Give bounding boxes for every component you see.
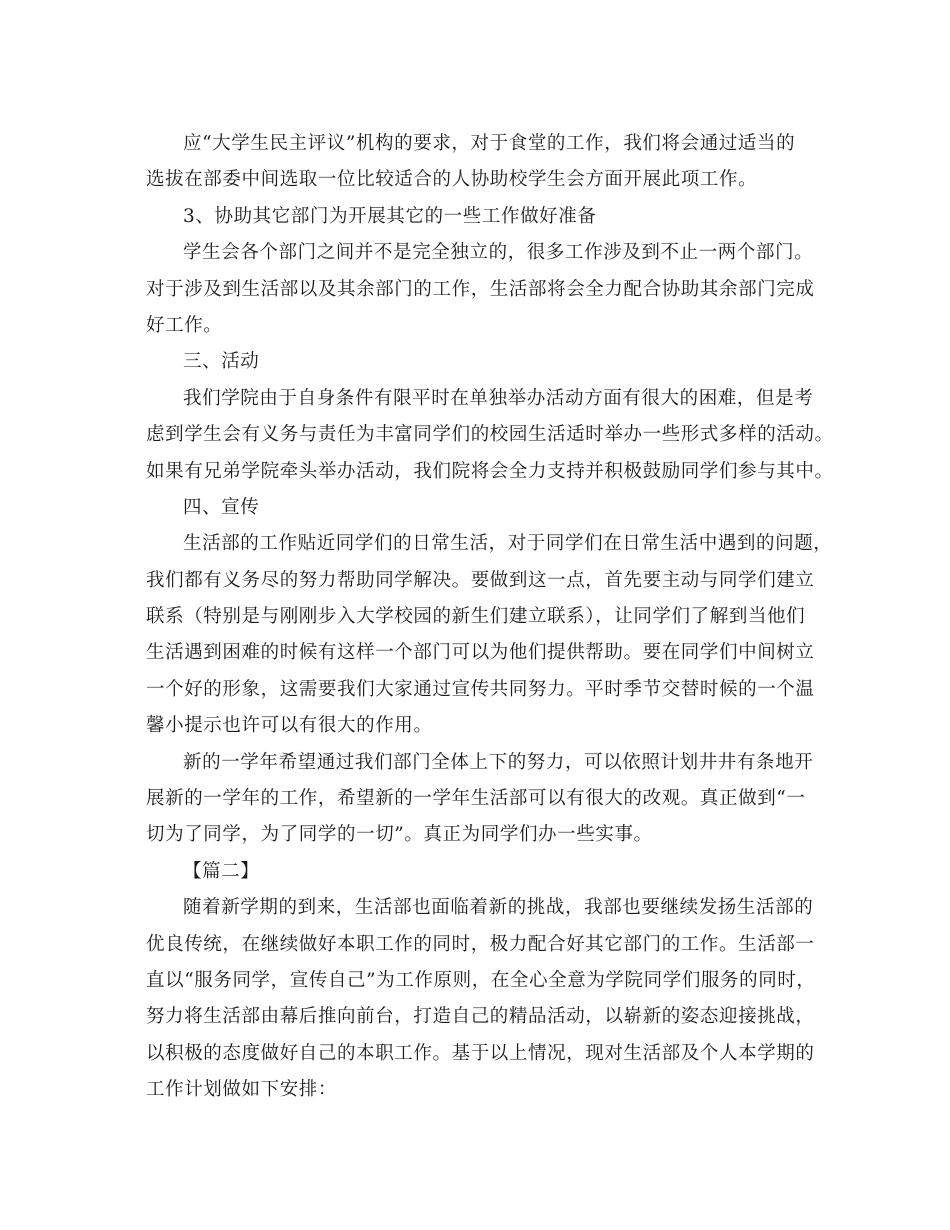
text-line: 工作计划做如下安排：: [146, 1079, 338, 1101]
text-line: 展新的一学年的工作，希望新的一学年生活部可以有很大的改观。真正做到“一: [146, 788, 806, 810]
section-heading: 四、宣传: [183, 496, 260, 518]
text-line: 随着新学期的到来，生活部也面临着新的挑战，我部也要继续发扬生活部的: [183, 897, 814, 919]
part-heading: 【篇二】: [183, 860, 260, 882]
text-line: 努力将生活部由幕后推向前台，打造自己的精品活动，以崭新的姿态迎接挑战，: [146, 1006, 815, 1028]
text-line: 以积极的态度做好自己的本职工作。基于以上情况，现对生活部及个人本学期的: [146, 1042, 815, 1064]
text-line: 生活遇到困难的时候有这样一个部门可以为他们提供帮助。要在同学们中间树立: [146, 642, 815, 664]
text-line: 虑到学生会有义务与责任为丰富同学们的校园生活适时举办一些形式多样的活动。: [146, 424, 834, 446]
text-line: 如果有兄弟学院牵头举办活动，我们院将会全力支持并积极鼓励同学们参与其中。: [146, 460, 834, 482]
text-line: 直以“服务同学，宣传自己”为工作原则，在全心全意为学院同学们服务的同时，: [146, 969, 816, 991]
text-line: 对于涉及到生活部以及其余部门的工作，生活部将会全力配合协助其余部门完成: [146, 278, 815, 300]
text-line: 一个好的形象，这需要我们大家通过宣传共同努力。平时季节交替时候的一个温: [146, 678, 815, 700]
text-line: 我们学院由于自身条件有限平时在单独举办活动方面有很大的困难，但是考: [183, 387, 814, 409]
text-line: 新的一学年希望通过我们部门全体上下的努力，可以依照计划井井有条地开: [183, 751, 814, 773]
section-heading: 三、活动: [183, 351, 260, 373]
text-line: 学生会各个部门之间并不是完全独立的，很多工作涉及到不止一两个部门。: [183, 242, 814, 264]
text-line: 好工作。: [146, 314, 223, 336]
text-line: 我们都有义务尽的努力帮助同学解决。要做到这一点，首先要主动与同学们建立: [146, 569, 815, 591]
text-line: 馨小提示也许可以有很大的作用。: [146, 715, 433, 737]
text-line: 应“大学生民主评议”机构的要求，对于食堂的工作，我们将会通过适当的: [183, 133, 796, 154]
text-line: 优良传统，在继续做好本职工作的同时，极力配合好其它部门的工作。生活部一: [146, 933, 815, 955]
document-body: [146, 126, 834, 1109]
text-line: 切为了同学，为了同学的一切”。真正为同学们办一些实事。: [146, 824, 653, 846]
text-line: 选拔在部委中间选取一位比较适合的人协助校学生会方面开展此项工作。: [146, 169, 758, 191]
text-line: 生活部的工作贴近同学们的日常生活，对于同学们在日常生活中遇到的问题，: [183, 533, 833, 555]
section-subheading: 3、协助其它部门为开展其它的一些工作做好准备: [183, 205, 597, 227]
text-line: 联系（特别是与刚刚步入大学校园的新生们建立联系），让同学们了解到当他们: [146, 606, 806, 628]
